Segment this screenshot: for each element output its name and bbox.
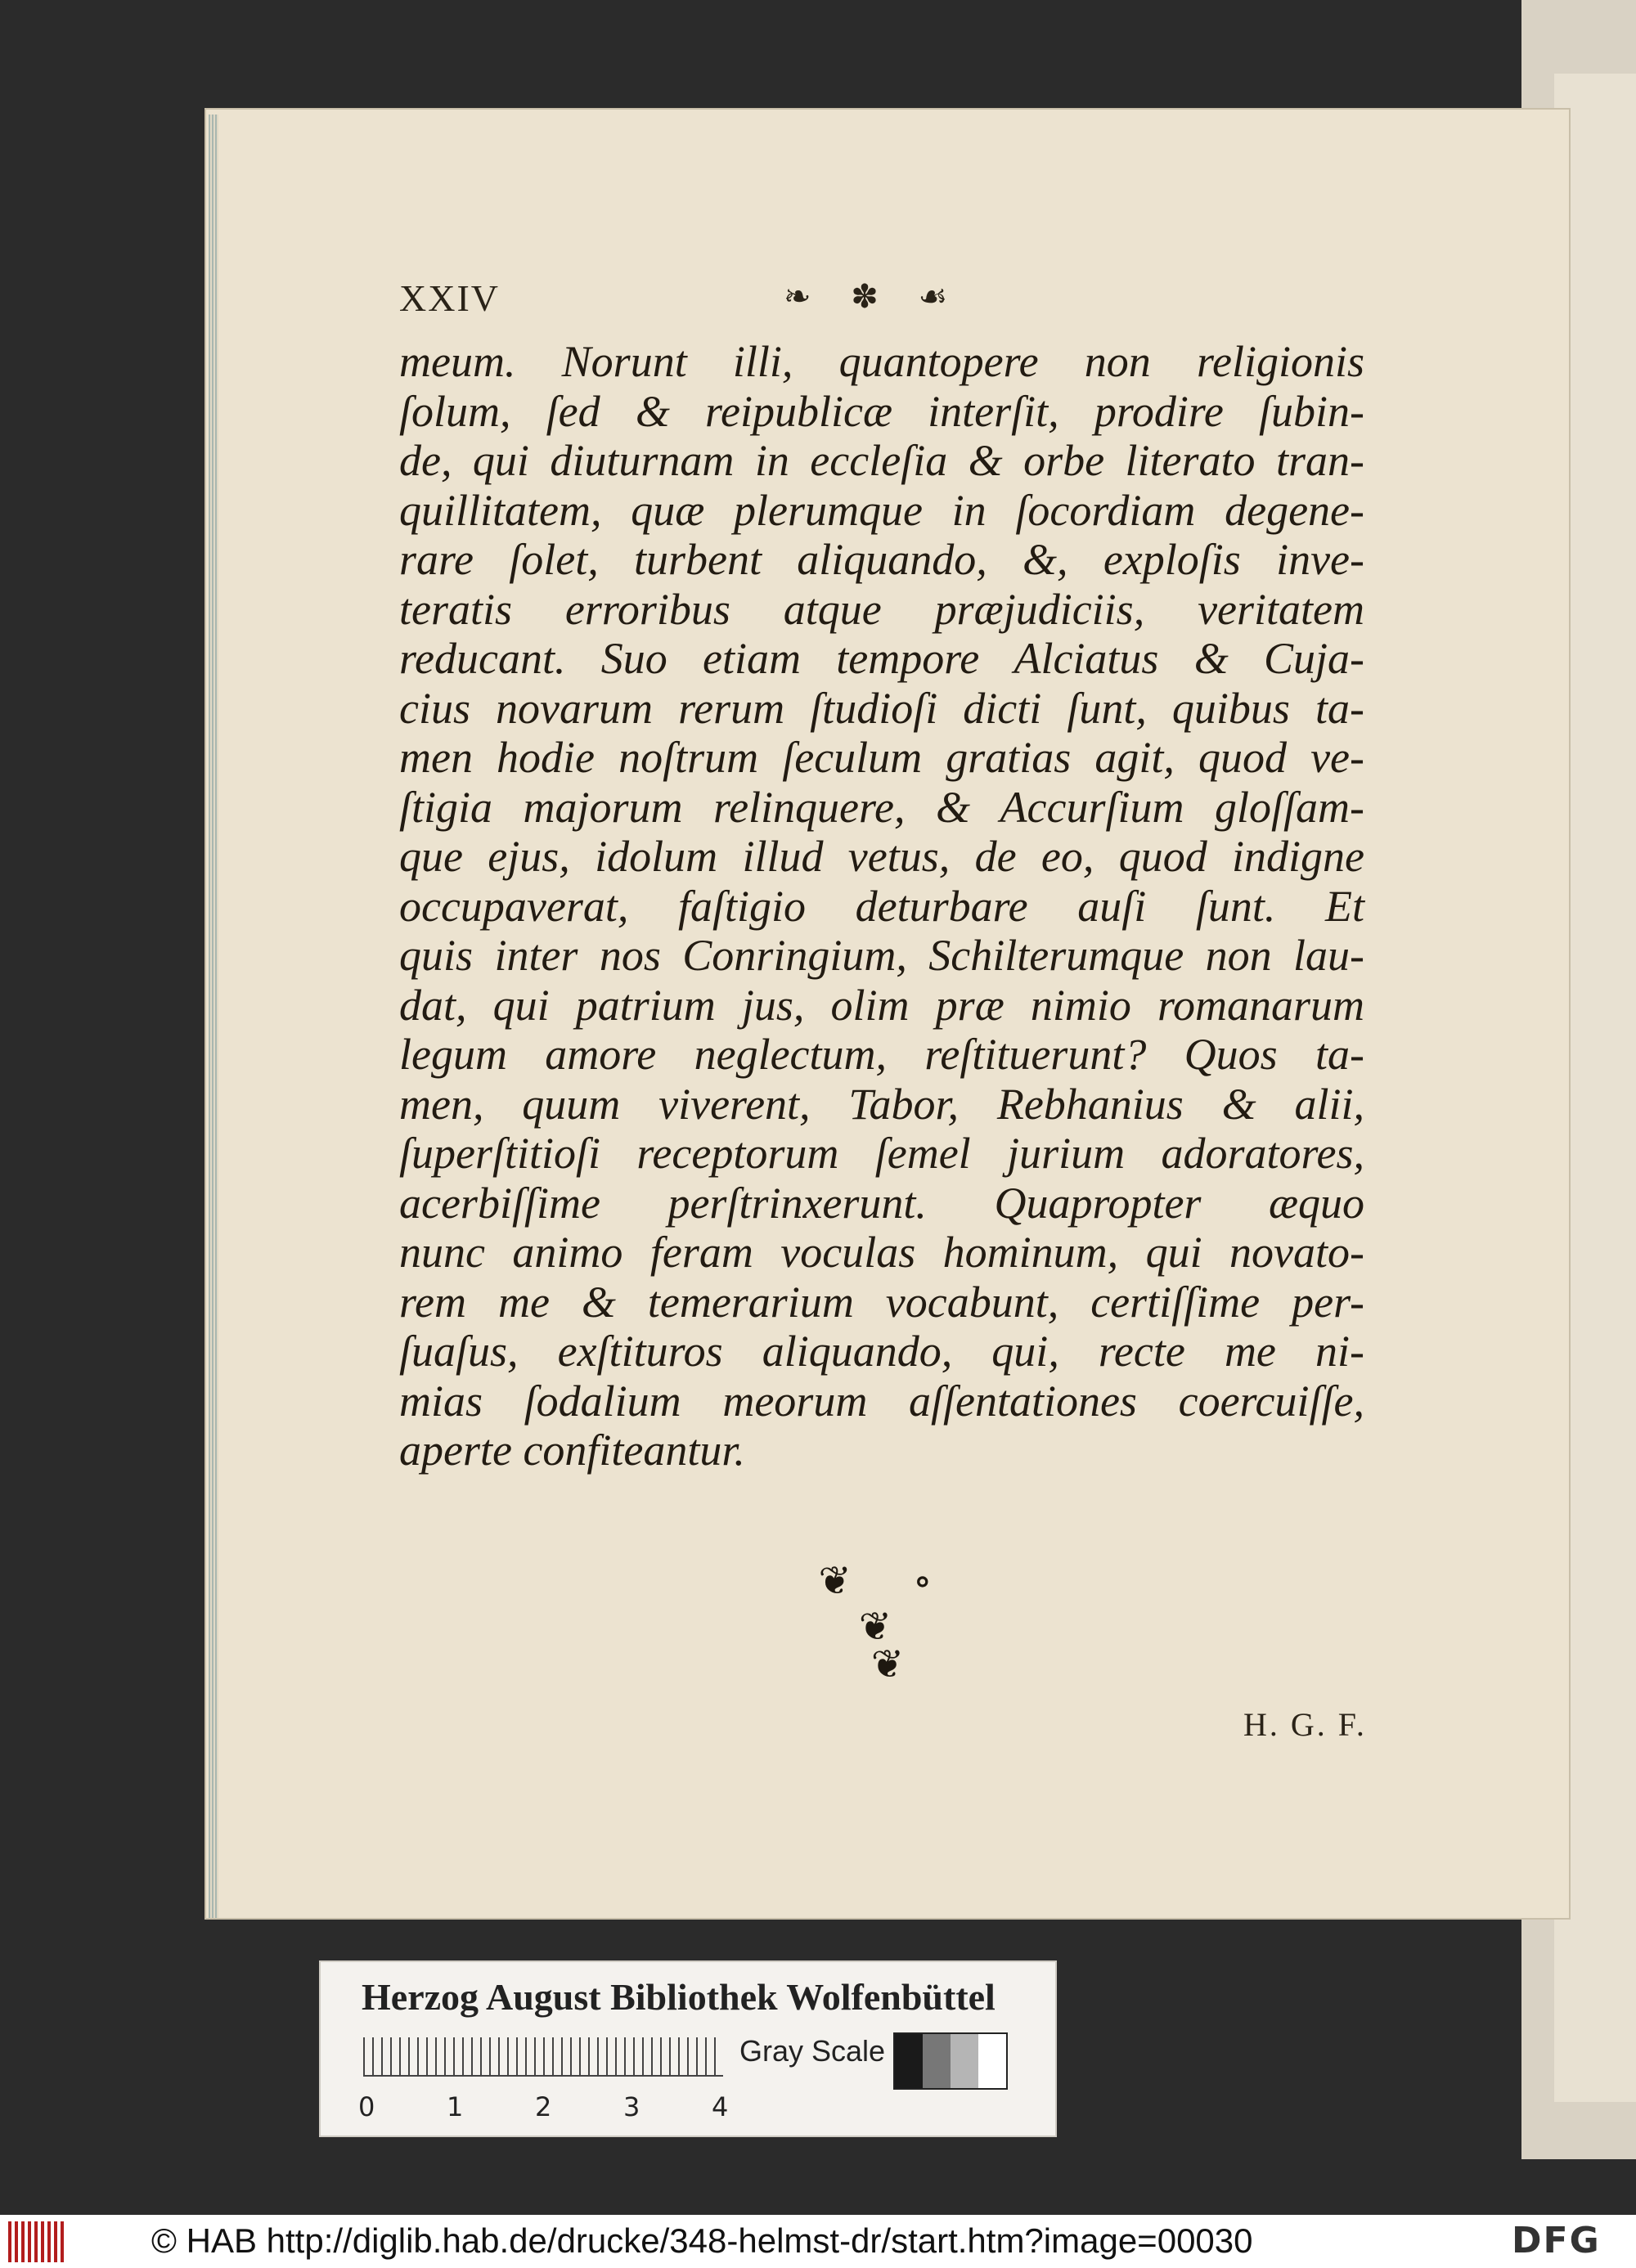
text-line: men, quum viverent, Tabor, Rebhanius & alii, <box>399 1079 1364 1129</box>
text-line: mias ſodalium meorum aſſentationes coercuiſſe, <box>399 1376 1364 1426</box>
ruler-number: 0 <box>358 2091 375 2122</box>
text-line: ſtigia majorum relinquere, & Accurſium gloſſam- <box>399 782 1364 832</box>
gray-swatch <box>923 2034 951 2088</box>
tail-ornament-bottom: ❦ <box>870 1641 905 1687</box>
text-line: ſolum, ſed & reipublicæ interſit, prodire ſubin- <box>399 386 1364 436</box>
text-line: rem me & temerarium vocabunt, certiſſime per- <box>399 1277 1364 1327</box>
text-line: occupaverat, faſtigio deturbare auſi ſunt. Et <box>399 881 1364 931</box>
footer-credit[interactable]: © HAB http://diglib.hab.de/drucke/348-helmst-dr/start.htm?image=00030 <box>151 2221 1253 2260</box>
text-line: acerbiſſime perſtrinxerunt. Quapropter æquo <box>399 1178 1364 1228</box>
tail-ornament-top: ❦ ∘ ❦ <box>818 1558 957 1650</box>
library-name: Herzog August Bibliothek Wolfenbüttel <box>362 1976 996 2018</box>
text-line: cius novarum rerum ſtudioſi dicti ſunt, quibus ta- <box>399 683 1364 733</box>
gray-swatch <box>978 2034 1006 2088</box>
ruler-number: 2 <box>535 2091 552 2122</box>
text-line: quis inter nos Conringium, Schilterumque non lau- <box>399 931 1364 980</box>
text-line: ſuperſtitioſi receptorum ſemel jurium adoratores, <box>399 1129 1364 1178</box>
gray-scale-label: Gray Scale <box>739 2034 886 2068</box>
text-line: quillitatem, quæ plerumque in ſocordiam degene- <box>399 485 1364 535</box>
text-line: rare ſolet, turbent aliquando, &, exploſis inve- <box>399 535 1364 584</box>
running-head <box>399 276 988 322</box>
text-line: aperte confiteantur. <box>399 1426 745 1475</box>
text-line: que ejus, idolum illud vetus, de eo, quod indigne <box>399 832 1364 881</box>
text-line: nunc animo feram voculas hominum, qui novato- <box>399 1228 1364 1277</box>
text-line: reducant. Suo etiam tempore Alciatus & Cuja- <box>399 634 1364 683</box>
text-line: men hodie noſtrum ſeculum gratias agit, quod ve- <box>399 733 1364 782</box>
ruler-number: 4 <box>712 2091 729 2122</box>
text-line: teratis erroribus atque præjudiciis, veritatem <box>399 584 1364 634</box>
ruler-number: 3 <box>623 2091 640 2122</box>
dfg-logo: DFG <box>1512 2220 1601 2261</box>
ruler-number: 1 <box>447 2091 464 2122</box>
page-edge-stack <box>209 115 218 1918</box>
head-ornament: ❧ ✽ ☙ <box>784 278 963 316</box>
tail-ornament <box>781 1558 994 1687</box>
body-text <box>399 337 1364 1475</box>
text-line: de, qui diuturnam in eccleſia & orbe literato tran- <box>399 436 1364 485</box>
footer-bar <box>0 2215 1636 2268</box>
ruler-scale <box>363 2037 723 2077</box>
page-number: XXIV <box>399 277 500 319</box>
text-line: dat, qui patrium jus, olim præ nimio romanarum <box>399 980 1364 1030</box>
text-line: ſuaſus, exſtituros aliquando, qui, recte me ni- <box>399 1327 1364 1376</box>
text-line: meum. Norunt illi, quantopere non religionis <box>399 337 1364 386</box>
barcode-icon <box>8 2221 65 2262</box>
text-line: legum amore neglectum, reſtituerunt? Quos ta- <box>399 1030 1364 1079</box>
signature: H. G. F. <box>1243 1706 1367 1743</box>
gray-swatch <box>951 2034 978 2088</box>
library-color-card <box>319 1960 1057 2137</box>
gray-scale-swatches <box>893 2032 1008 2090</box>
gray-swatch <box>895 2034 923 2088</box>
